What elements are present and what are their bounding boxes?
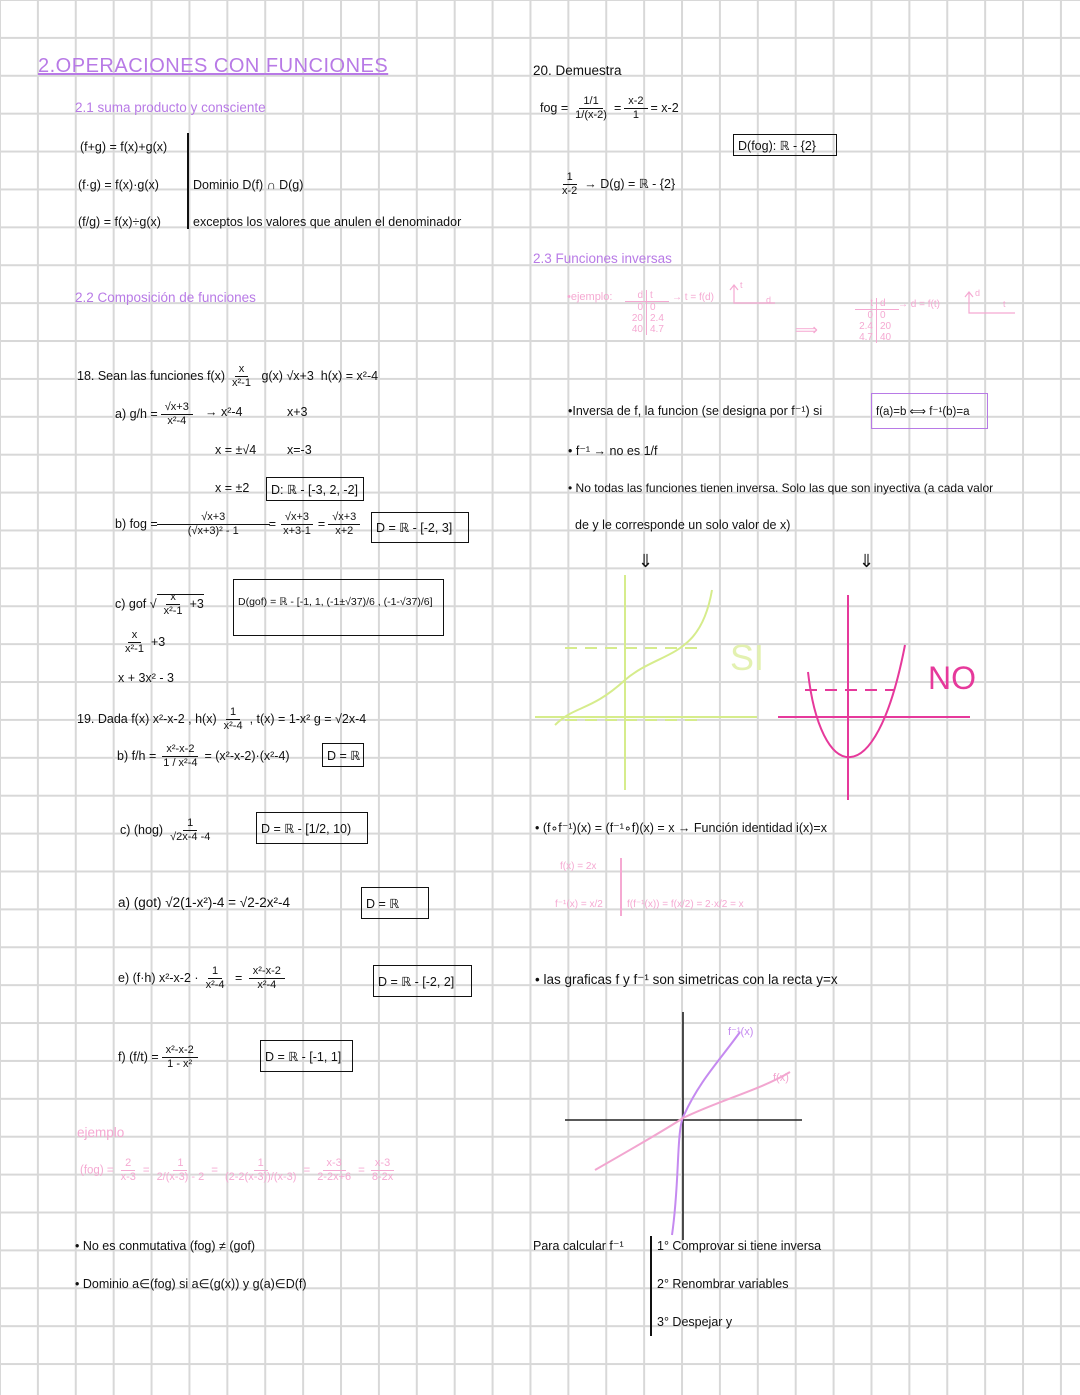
- ex18-a-domain-box: D: ℝ - [-3, 2, -2]: [266, 477, 364, 501]
- ex18-a-arrow: → x²-4: [205, 405, 243, 419]
- graph-symmetry: [565, 1012, 802, 1240]
- ex18-a-l2: x = ±√4: [215, 443, 257, 457]
- section-heading-2-2: 2.2 Composición de funciones: [75, 290, 256, 305]
- page-title: 2.OPERACIONES CON FUNCIONES: [38, 55, 389, 77]
- ex18-c-l3: x + 3x² - 3: [118, 671, 174, 685]
- axis1-x-label: d: [766, 295, 772, 305]
- ex19-e: e) (f·h) x²-x-2 · $\frac{1}{\text{x²-4}}$ = $\frac{\text{x²-x-2}}{\text{x²-4}}$: [118, 966, 288, 991]
- identity-property: • (f∘f⁻¹)(x) = (f⁻¹∘f)(x) = x → Función identidad i(x)=x: [535, 821, 827, 835]
- graph-no: [778, 595, 970, 800]
- ex19-intro: 19. Dada f(x) x²-x-2 , h(x) $\frac{1}{\text{x²-4}}$ , t(x) = 1-x² g = √2x-4: [77, 706, 367, 732]
- calc-step-2: 2° Renombrar variables: [657, 1277, 789, 1291]
- ex20-fog: fog = $\frac{1/1}{1/(x-2)}$ = $\frac{x-2}{1}$ = x-2: [540, 95, 679, 121]
- section-heading-2-3: 2.3 Funciones inversas: [533, 251, 672, 266]
- ex18-a: a) g/h = $\frac{√x+3}{\text{x²-4}}$: [115, 402, 196, 427]
- ex20-title: 20. Demuestra: [533, 63, 622, 78]
- axis2-y-label: d: [975, 288, 981, 298]
- axis2-x-label: t: [1003, 299, 1006, 309]
- ex19-b-domain-box: D = ℝ: [322, 743, 364, 767]
- note-domain: • Dominio a∈(fog) si a∈(g(x)) y g(a)∈D(f): [75, 1277, 307, 1291]
- table-d-t: d t 0 0 20 2.4 40 4.7: [625, 290, 669, 335]
- graph-no-label: NO: [928, 660, 976, 696]
- ex19-f: f) (f/t) = $\frac{\text{x²-x-2}}{\text{1 - x²}}$: [118, 1045, 201, 1070]
- example-label: ejemplo: [77, 1125, 125, 1140]
- ex19-f-domain-box: D = ℝ - [-1, 1]: [260, 1040, 353, 1072]
- calc-inverse-label: Para calcular f⁻¹: [533, 1239, 624, 1253]
- table-t-d: t d 0 0 2.4 20 4.7 40: [855, 298, 899, 343]
- ex19-e-domain-box: D = ℝ - [-2, 2]: [373, 965, 472, 997]
- ex18-b: b) fog = $\frac{√x+3}{\text{(√x+3)² - 1}}$ = $\frac{√x+3}{x+3-1}$ = $\frac{√x+3}{x+2}$: [115, 512, 363, 537]
- f-label: f(x): [773, 1072, 789, 1084]
- calc-step-3: 3° Despejar y: [657, 1315, 733, 1329]
- inverse-definition: •Inversa de f, la funcion (se designa por f⁻¹) si: [568, 404, 823, 418]
- down-arrow-icon: ⇓: [638, 551, 654, 571]
- inverse-example-label: •ejemplo:: [567, 291, 613, 303]
- symmetry-note: • las graficas f y f⁻¹ son simetricas con la recta y=x: [535, 972, 838, 987]
- inverse-definition-box: f(a)=b ⟺ f⁻¹(b)=a: [871, 393, 988, 429]
- note-not-commutative: • No es conmutativa (fog) ≠ (gof): [75, 1239, 256, 1253]
- ex19-a-domain-box: D = ℝ: [361, 887, 429, 919]
- implies-arrow: ⟹: [795, 322, 818, 339]
- injective-note-2: de y le corresponde un solo valor de x): [575, 518, 791, 532]
- ex18-c-domain-box: D(gof) = ℝ - [-1, 1, (-1±√37)/6 , (-1-√37)/6]: [233, 579, 444, 636]
- axis1-y-label: t: [740, 280, 743, 290]
- finv-curve: [672, 1032, 740, 1235]
- f-curve: [595, 1072, 790, 1170]
- rule-sum: (f+g) = f(x)+g(x): [80, 140, 168, 154]
- graph-si: [535, 575, 757, 790]
- graph-no-parabola: [808, 645, 905, 757]
- ex20-g: $\frac{1}{x-2}$ → D(g) = ℝ - {2}: [562, 171, 676, 197]
- except-rule: exceptos los valores que anulen el denominador: [193, 215, 462, 229]
- relation-t-f-d: → t = f(d): [672, 292, 714, 303]
- identity-ex-composition: f(f⁻¹(x)) = f(x/2) = 2·x/2 = x: [627, 899, 744, 910]
- graph-si-label: SI: [730, 637, 765, 678]
- rule-product: (f·g) = f(x)·g(x): [78, 178, 159, 192]
- ex18-b-domain-box: D = ℝ - [-2, 3]: [371, 512, 469, 543]
- ex18-a-x3: x+3: [287, 405, 308, 419]
- calc-bracket: [650, 1236, 652, 1336]
- rule-quotient: (f/g) = f(x)÷g(x): [78, 215, 161, 229]
- ex18-a-l2b: x=-3: [287, 443, 312, 457]
- identity-bracket: [620, 858, 622, 916]
- mini-axes-2: [965, 292, 1015, 313]
- identity-ex-finv: f⁻¹(x) = x/2: [555, 899, 603, 910]
- ex18-a-l3: x = ±2: [215, 481, 250, 495]
- ex19-a: a) (got) √2(1-x²)-4 = √2-2x²-4: [118, 895, 290, 910]
- identity-ex-f: f(x) = 2x: [560, 861, 597, 872]
- calc-step-1: 1° Comprovar si tiene inversa: [657, 1239, 822, 1253]
- graph-si-curve: [555, 590, 712, 725]
- not-reciprocal-note: • f⁻¹ → no es 1/f: [568, 444, 658, 458]
- ex19-c-domain-box: D = ℝ - [1/2, 10): [256, 812, 368, 844]
- down-arrow-icon: ⇓: [859, 551, 875, 571]
- ex18-c: c) gof √ $\frac{x}{\text{x²-1}}$ +3: [115, 591, 204, 617]
- example-fog: (fog) = $\frac{2}{x-3}$ = $\frac{1}{2/(x-3) - 2}$ = $\frac{1}{(2-2(x-3))/(x-3)}$ = $\frac{x-3}{2-2x+6}$ = $\frac{x-3}{8-2x}$: [80, 1157, 394, 1183]
- ex18-c-l2: $\frac{x}{\text{x²-1}}$ +3: [125, 629, 166, 655]
- domain-rule: Dominio D(f) ∩ D(g): [193, 178, 304, 192]
- ex20-domain-box: D(fog): ℝ - {2}: [733, 134, 837, 156]
- relation-d-f-t: → d = f(t): [898, 299, 940, 310]
- ex19-c: c) (hog) $\frac{1}{√2x-4 -4}$: [120, 817, 211, 843]
- injective-note-1: • No todas las funciones tienen inversa. Solo las que son inyectiva (a cada valor: [568, 481, 994, 495]
- ex18-intro: 18. Sean las funciones f(x) $\frac{x}{\text{x²-1}}$ g(x) √x+3 h(x) = x²-4: [77, 363, 379, 389]
- ex19-b: b) f/h = $\frac{\text{x²-x-2}}{\text{1 / x²-4}}$ = (x²-x-2)·(x²-4): [117, 743, 290, 769]
- section-heading-2-1: 2.1 suma producto y consciente: [75, 100, 266, 115]
- finv-label: f⁻¹(x): [728, 1026, 754, 1038]
- bracket: [187, 133, 189, 229]
